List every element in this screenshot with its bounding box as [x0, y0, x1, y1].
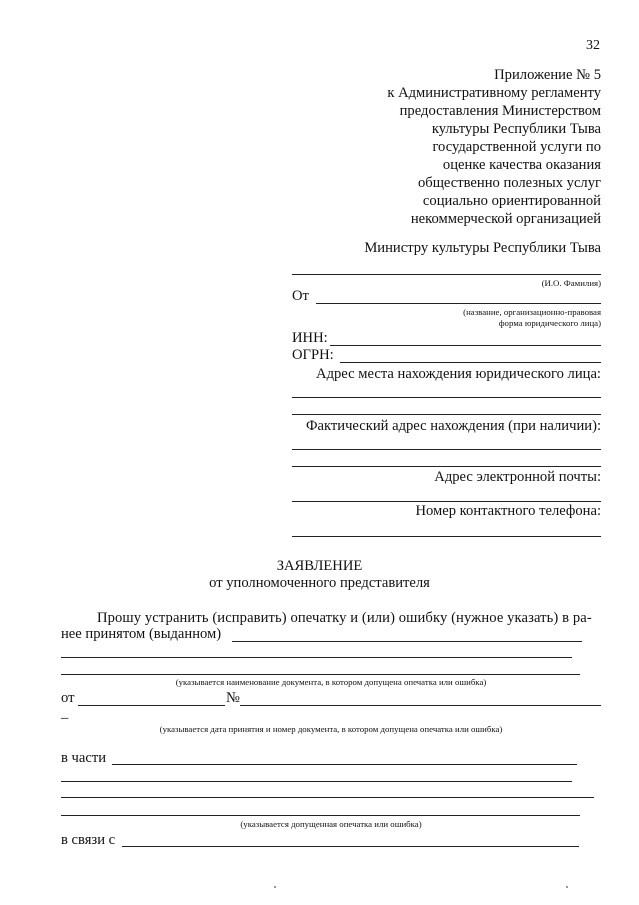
org-hint-1: (название, организационно-правовая [463, 307, 601, 317]
error-hint: (указывается допущенная опечатка или ошибка) [240, 819, 422, 829]
reason-label: в связи с [61, 832, 116, 848]
email-label: Адрес электронной почты: [434, 469, 601, 485]
appendix-line: культуры Республики Тыва [431, 121, 601, 137]
actual-address-label: Фактический адрес нахождения (при наличии): [305, 418, 601, 434]
document-name-hint: (указывается наименование документа, в котором допущена опечатка или ошибка) [175, 677, 487, 687]
request-text-line-1: Прошу устранить (исправить) опечатку и (или) ошибку (нужное указать) в ра- [97, 610, 592, 626]
ogrn-label: ОГРН: [292, 347, 334, 363]
legal-address-line-2[interactable] [292, 414, 601, 415]
actual-address-line-1[interactable] [292, 449, 601, 450]
appendix-block [271, 66, 601, 228]
inn-field-line[interactable] [330, 345, 601, 346]
document-number-line[interactable] [240, 705, 601, 706]
error-line-1[interactable] [112, 764, 577, 765]
document-name-line-1[interactable] [232, 641, 582, 642]
document-date-line[interactable] [78, 705, 225, 706]
dash: – [61, 710, 69, 726]
appendix-line: государственной услуги по [432, 139, 601, 155]
appendix-line: к Административному регламенту [387, 85, 601, 101]
addressee: Министру культуры Республики Тыва [364, 240, 601, 256]
from-date-label: от [61, 690, 75, 706]
error-line-4[interactable] [61, 815, 580, 816]
email-field-line[interactable] [292, 501, 601, 502]
reason-line[interactable] [122, 846, 579, 847]
from-field-line[interactable] [316, 303, 601, 304]
number-label: № [226, 690, 240, 706]
error-line-2[interactable] [61, 781, 572, 782]
inn-label: ИНН: [292, 330, 328, 346]
error-line-3[interactable] [61, 797, 594, 798]
actual-address-line-2[interactable] [292, 466, 601, 467]
appendix-line: Приложение № 5 [494, 67, 601, 83]
org-hint-2: форма юридического лица) [498, 318, 601, 328]
appendix-line: социально ориентированной [422, 193, 601, 209]
appendix-line: общественно полезных услуг [417, 175, 601, 191]
ogrn-field-line[interactable] [340, 362, 601, 363]
legal-address-line-1[interactable] [292, 397, 601, 398]
scan-speck [274, 886, 276, 888]
scan-speck [566, 886, 568, 888]
fio-field-line[interactable] [292, 274, 601, 275]
fio-hint: (И.О. Фамилия) [541, 278, 601, 288]
phone-field-line[interactable] [292, 536, 601, 537]
phone-label: Номер контактного телефона: [415, 503, 601, 519]
appendix-line: предоставления Министерством [399, 103, 601, 119]
legal-address-label: Адрес места нахождения юридического лица: [316, 366, 601, 382]
appendix-line: оценке качества оказания [442, 157, 601, 173]
page-number: 32 [586, 38, 600, 53]
part-label: в части [61, 750, 107, 766]
document-name-line-3[interactable] [61, 674, 580, 675]
request-text-line-2: нее принятом (выданном) [61, 626, 222, 642]
document-subtitle: от уполномоченного представителя [209, 575, 430, 591]
document-date-hint: (указывается дата принятия и номер документа, в котором допущена опечатка или ошибка) [159, 724, 503, 734]
from-label: От [292, 288, 309, 304]
appendix-line: некоммерческой организацией [410, 211, 601, 227]
document-name-line-2[interactable] [61, 657, 572, 658]
document-title: ЗАЯВЛЕНИЕ [276, 558, 363, 574]
